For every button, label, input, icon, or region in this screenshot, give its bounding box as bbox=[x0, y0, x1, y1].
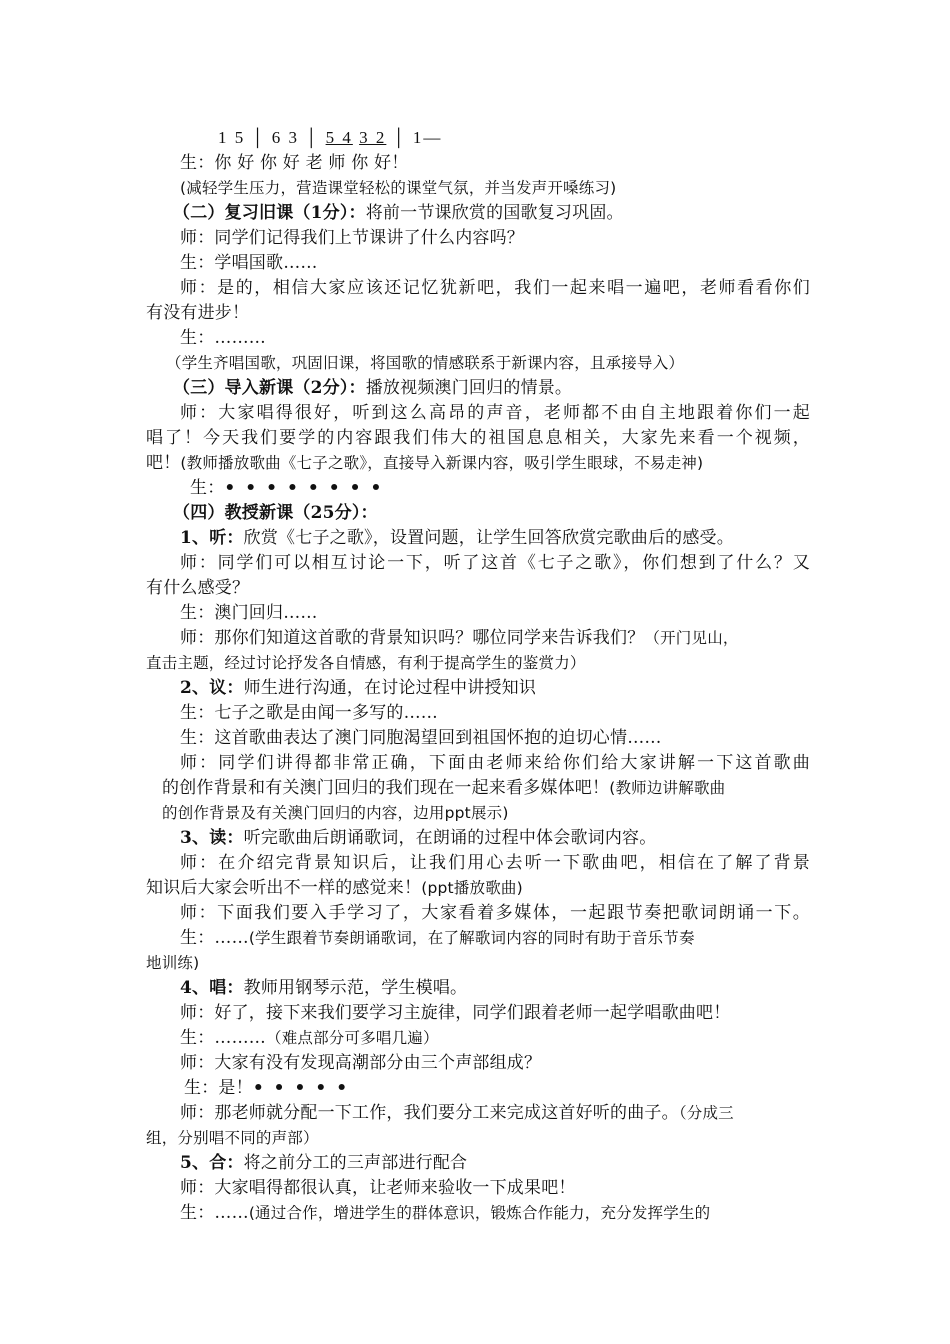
sing-line-5b: 组，分别唱不同的声部） bbox=[146, 1129, 319, 1147]
discuss-line-1: 生：七子之歌是由闻一多写的…… bbox=[180, 703, 438, 723]
discuss-line-2: 生：这首歌曲表达了澳门同胞渴望回到祖国怀抱的迫切心情…… bbox=[180, 728, 662, 748]
read-line-2: 师：下面我们要入手学习了，大家看着多媒体，一起跟节奏把歌词朗诵一下。 bbox=[180, 903, 810, 923]
section-review-heading: （二）复习旧课（1分）： bbox=[173, 203, 366, 223]
listen-line-3: 师：那你们知道这首歌的背景知识吗？哪位同学来告诉我们？（开门见山， bbox=[180, 628, 739, 648]
read-line-3: 生：……(学生跟着节奏朗诵歌词，在了解歌词内容的同时有助于音乐节奏 bbox=[180, 928, 695, 948]
ellipsis-dots: •••••••• bbox=[224, 478, 392, 498]
music-notation: 1 5 │ 6 3 │ 5 4 3 2 │ 1— bbox=[218, 128, 443, 147]
listen-line-3b: 直击主题，经过讨论抒发各自情感，有利于提高学生的鉴赏力） bbox=[146, 654, 586, 672]
step-read: 3、读：听完歌曲后朗诵歌词，在朗诵的过程中体会歌词内容。 bbox=[180, 828, 657, 848]
section-intro-heading: （三）导入新课（2分）： bbox=[173, 378, 366, 398]
step-discuss-label: 2、议： bbox=[180, 678, 244, 698]
section-review bbox=[173, 201, 624, 225]
sing-line-5: 师：那老师就分配一下工作，我们要分工来完成这首好听的曲子。（分成三 bbox=[180, 1103, 734, 1123]
step-discuss: 2、议：师生进行沟通，在讨论过程中讲授知识 bbox=[180, 678, 537, 698]
read-line-3b: 地训练) bbox=[146, 954, 200, 972]
sing-line-1: 师：好了，接下来我们要学习主旋律，同学们跟着老师一起学唱歌曲吧！ bbox=[180, 1003, 731, 1023]
notation-measure-3b: 3 2 bbox=[359, 128, 387, 147]
step-combine: 5、合：将之前分工的三声部进行配合 bbox=[180, 1153, 468, 1173]
step-combine-label: 5、合： bbox=[180, 1153, 244, 1173]
section-intro bbox=[173, 376, 572, 400]
review-line-2: 生：学唱国歌…… bbox=[180, 253, 318, 273]
section-intro-text: 播放视频澳门回归的情景。 bbox=[365, 378, 573, 398]
discuss-line-3b: 的创作背景和有关澳门回归的我们现在一起来看多媒体吧！(教师边讲解歌曲 bbox=[162, 778, 726, 798]
review-line-3b: 有没有进步！ bbox=[146, 303, 250, 323]
read-line-1b: 知识后大家会听出不一样的感觉来！(ppt播放歌曲) bbox=[146, 878, 523, 898]
step-listen-label: 1、听： bbox=[180, 528, 244, 548]
review-line-3a: 师：是的，相信大家应该还记忆犹新吧，我们一起来唱一遍吧，老师看看你们 bbox=[180, 278, 810, 298]
listen-line-1b: 有什么感受？ bbox=[146, 578, 250, 598]
intro-line-1a: 师：大家唱得很好，听到这么高昂的声音，老师都不由自主地跟着你们一起 bbox=[180, 403, 810, 423]
sing-line-2: 生：………（难点部分可多唱几遍） bbox=[180, 1028, 439, 1048]
intro-note: (教师播放歌曲《七子之歌》，直接导入新课内容，吸引学生眼球，不易走神) bbox=[180, 454, 704, 472]
sing-line-3: 师：大家有没有发现高潮部分由三个声部组成？ bbox=[180, 1053, 542, 1073]
review-note: （学生齐唱国歌，巩固旧课，将国歌的情感联系于新课内容，且承接导入） bbox=[166, 354, 685, 372]
notation-note: (减轻学生压力，营造课堂轻松的课堂气氛，并当发声开嗓练习) bbox=[180, 179, 617, 197]
discuss-line-3c: 的创作背景及有关澳门回归的内容，边用ppt展示) bbox=[162, 804, 509, 822]
step-sing: 4、唱：教师用钢琴示范，学生模唱。 bbox=[180, 978, 468, 998]
combine-line-2: 生：……(通过合作，增进学生的群体意识，锻炼合作能力，充分发挥学生的 bbox=[180, 1203, 711, 1223]
discuss-line-3a: 师：同学们讲得都非常正确，下面由老师来给你们给大家讲解一下这首歌曲 bbox=[180, 753, 810, 773]
listen-line-1a: 师：同学们可以相互讨论一下，听了这首《七子之歌》，你们想到了什么？又 bbox=[180, 553, 810, 573]
review-line-4: 生：……… bbox=[180, 328, 266, 348]
step-listen: 1、听：欣赏《七子之歌》，设置问题，让学生回答欣赏完歌曲后的感受。 bbox=[180, 528, 734, 548]
read-line-1a: 师：在介绍完背景知识后，让我们用心去听一下歌曲吧，相信在了解了背景 bbox=[180, 853, 810, 873]
step-sing-label: 4、唱： bbox=[180, 978, 244, 998]
notation-measure-4: 1— bbox=[412, 128, 443, 147]
notation-measure-2: 6 3 bbox=[271, 128, 300, 147]
ellipsis-dots: ••••• bbox=[252, 1078, 358, 1098]
sing-line-4: 生：是！••••• bbox=[184, 1078, 358, 1098]
intro-line-2: 生：•••••••• bbox=[190, 478, 392, 498]
intro-line-1c: 吧！(教师播放歌曲《七子之歌》，直接导入新课内容，吸引学生眼球，不易走神) bbox=[146, 453, 704, 473]
review-line-1: 师：同学们记得我们上节课讲了什么内容吗？ bbox=[180, 228, 524, 248]
section-review-text: 将前一节课欣赏的国歌复习巩固。 bbox=[365, 203, 624, 223]
intro-line-1b: 唱了！今天我们要学的内容跟我们伟大的祖国息息相关，大家先来看一个视频， bbox=[146, 428, 810, 448]
combine-line-1: 师：大家唱得都很认真，让老师来验收一下成果吧！ bbox=[180, 1178, 576, 1198]
listen-line-2: 生：澳门回归…… bbox=[180, 603, 318, 623]
notation-measure-3a: 5 4 bbox=[325, 128, 353, 147]
notation-lyrics: 生：你 好 你 好 老 师 你 好！ bbox=[180, 153, 409, 173]
section-teach-heading: （四）教授新课（25分）： bbox=[173, 503, 378, 523]
notation-measure-1: 1 5 bbox=[218, 128, 246, 147]
step-read-label: 3、读： bbox=[180, 828, 244, 848]
